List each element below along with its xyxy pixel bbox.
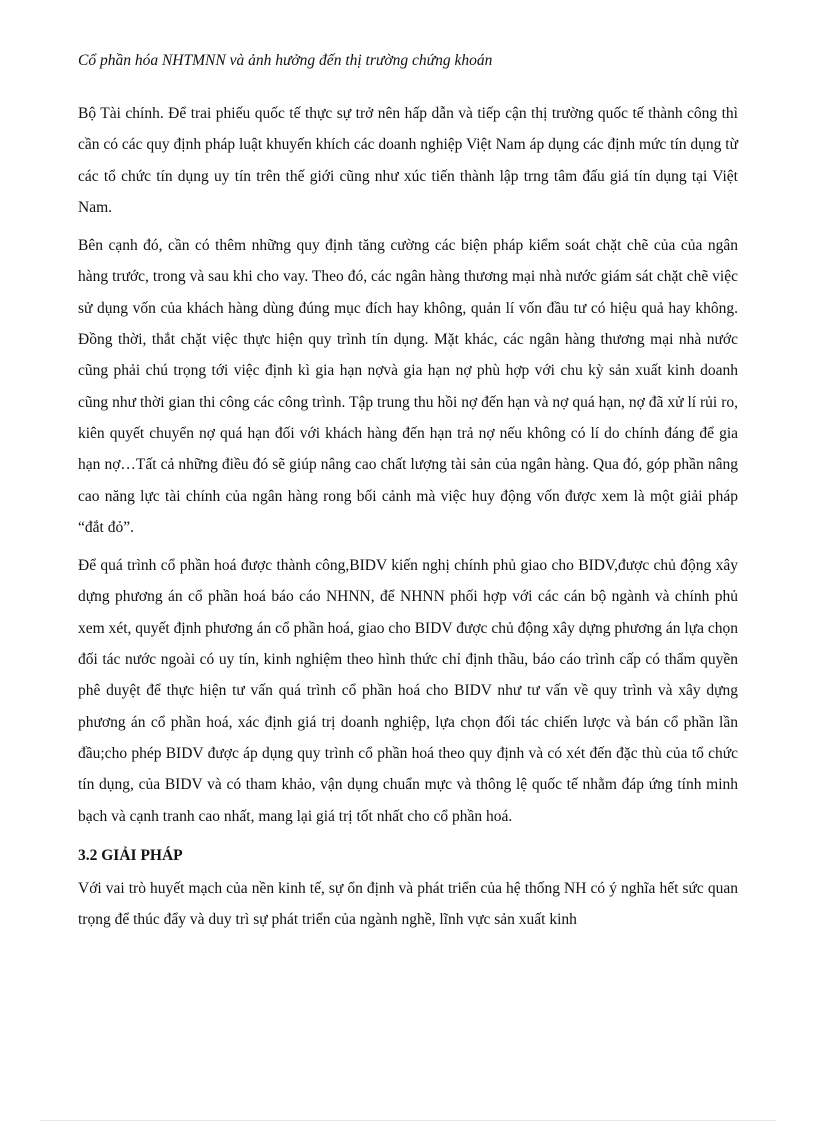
body-text <box>78 98 738 943</box>
section-paragraph: Với vai trò huyết mạch của nền kinh tế, sự ổn định và phát triển của hệ thống NH có ý nghĩa hết sức quan trọng để thúc đẩy và duy trì sự phát triển của ngành nghề, lĩnh vực sản xuất kinh <box>78 880 738 929</box>
running-header: Cổ phần hóa NHTMNN và ảnh hưởng đến thị trường chứng khoán <box>78 52 493 69</box>
paragraph-3: Để quá trình cổ phần hoá được thành công,BIDV kiến nghị chính phủ giao cho BIDV,được chủ động xây dựng phương án cổ phần hoá báo cáo NHNN, để NHNN phối hợp với các cán bộ ngành và chính phủ xem xét, quyết định phương án cổ phần hoá, giao cho BIDV được chủ động xây dựng phương án lựa chọn đối tác nước ngoài có uy tín, kinh nghiệm theo hình thức chỉ định thầu, báo cáo trình cấp có thẩm quyền phê duyệt để thực hiện tư vấn quá trình cổ phần hoá cho BIDV như tư vấn về quy trình và xây dựng phương án cổ phần hoá, xác định giá trị doanh nghiệp, lựa chọn đối tác chiến lược và bán cổ phần lần đầu;cho phép BIDV được áp dụng quy trình cổ phần hoá theo quy định và có xét đến đặc thù của tổ chức tín dụng, của BIDV và có tham khảo, vận dụng chuẩn mực và thông lệ quốc tế nhằm đáp ứng tính minh bạch và cạnh tranh cao nhất, mang lại giá trị tốt nhất cho cổ phần hoá. <box>78 557 738 825</box>
paragraph-2: Bên cạnh đó, cần có thêm những quy định tăng cường các biện pháp kiểm soát chặt chẽ của của ngân hàng trước, trong và sau khi cho vay. Theo đó, các ngân hàng thương mại nhà nước giám sát chặt chẽ việc sử dụng vốn của khách hàng dùng đúng mục đích hay không, quản lí vốn đầu tư có hiệu quả hay không. Đồng thời, thắt chặt việc thực hiện quy trình tín dụng. Mặt khác, các ngân hàng thương mại nhà nước cũng phải chú trọng tới việc định kì gia hạn nợvà gia hạn nợ phù hợp với chu kỳ sản xuất kinh doanh cũng như thời gian thi công các công trình. Tập trung thu hồi nợ đến hạn và nợ quá hạn, nợ đã xử lí rủi ro, kiên quyết chuyển nợ quá hạn đối với khách hàng đến hạn trả nợ nếu không có lí do chính đáng để gia hạn nợ…Tất cả những điều đó sẽ giúp nâng cao chất lượng tài sản của ngân hàng. Qua đó, góp phần nâng cao năng lực tài chính của ngân hàng rong bối cảnh mà việc huy động vốn được xem là một giải pháp “đắt đỏ”. <box>78 237 738 536</box>
section-heading: 3.2 GIẢI PHÁP <box>78 846 183 864</box>
paragraph-1: Bộ Tài chính. Để trai phiếu quốc tế thực sự trở nên hấp dẫn và tiếp cận thị trường quốc tế thành công thì cần có các quy định pháp luật khuyến khích các doanh nghiệp Việt Nam áp dụng các định mức tín dụng từ các tổ chức tín dụng uy tín trên thế giới cũng như xúc tiến thành lập trng tâm đấu giá tín dụng tại Việt Nam. <box>78 105 738 216</box>
page-bottom-divider <box>40 1120 776 1121</box>
